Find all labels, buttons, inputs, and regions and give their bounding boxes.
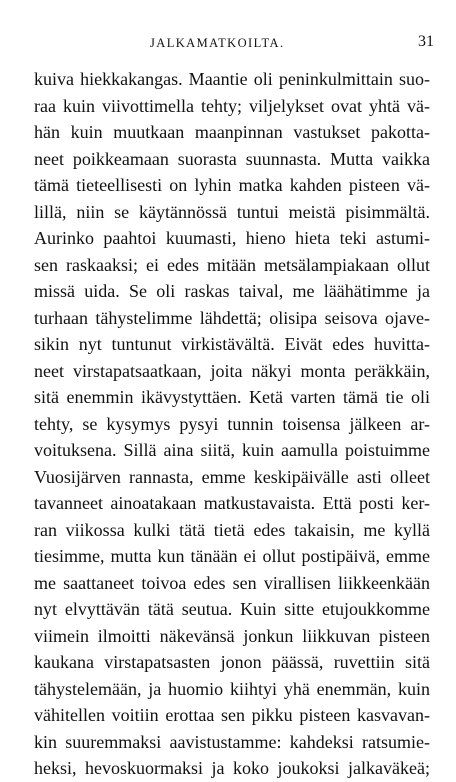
text-line: neet poikkeamaan suorasta suunnasta. Mutta vaikka [34,148,430,169]
body-text [34,66,430,782]
text-line: hän kuin muutkaan maanpinnan vastukset pakotta- [34,122,430,142]
text-line: sitä enemmin ikävystyttäen. Ketä varten tämä tie oli [34,387,430,407]
text-line: kin suuremmaksi aavistustamme: kahdeksi ratsumie- [34,731,430,752]
running-head: JALKAMATKOILTA. [150,36,285,50]
text-line: tämä tieteellisesti on lyhin matka kahden pisteen vä- [34,175,430,195]
text-line: heksi, hevoskuormaksi ja koko joukoksi jalkaväkeä; [34,758,430,778]
text-line: voituksena. Sillä aina siitä, kuin aamulla poistuimme [34,440,430,460]
text-line: missä uida. Se oli raskas taival, me läähätimme ja [34,281,430,301]
text-line: turhaan tähystelimme lähdettä; olisipa seisova ojave- [34,307,430,328]
text-line: kuiva hiekkakangas. Maantie oli peninkulmittain suo- [34,69,430,89]
text-line: kaukana virstapatsasten jonon päässä, ruvettiin sitä [34,652,430,672]
text-line: viimein ilmoitti näkevänsä jonkun liikkuvan pisteen [34,625,430,646]
text-line: me saattaneet toivoa edes sen virallisen liikkeenkään [34,572,430,593]
text-line: tähystelemään, ja huomio kiihtyi yhä enemmän, kuin [34,678,430,699]
text-line: tehty, se kysymys pysyi tunnin toisensa jälkeen ar- [34,413,430,434]
text-line: sikin nyt tuntunut virkistävältä. Eivät edes huvitta- [34,334,430,354]
text-line: tavanneet ainoatakaan matkustavaista. Että posti ker- [34,493,430,513]
text-line: tiesimme, mutta kun tänään ei ollut postipäivä, emme [34,546,430,566]
text-line: nyt elvyttävän tätä seutua. Kuin sitte etujoukkomme [34,599,430,619]
text-line: neet virstapatsaatkaan, joita näkyi monta peräkkäin, [34,360,430,381]
text-line: ran viikossa kulki tätä tietä edes takaisin, me kyllä [34,519,430,540]
text-line: Vuosijärven rannasta, emme keskipäivälle asti olleet [34,466,430,487]
text-line: raa kuin viivottimella tehty; viljelykset ovat yhtä vä- [34,95,430,116]
page-number: 31 [418,33,434,50]
text-line: lillä, niin se käytännössä tuntui meistä pisimmältä. [34,201,430,222]
text-line: vähitellen voitiin erottaa sen pikku pisteen kasvavan- [34,705,430,725]
text-line: Aurinko paahtoi kuumasti, hieno hieta teki astumi- [34,228,430,248]
text-line: sen raskaaksi; ei edes mitään metsälampiakaan ollut [34,254,430,275]
